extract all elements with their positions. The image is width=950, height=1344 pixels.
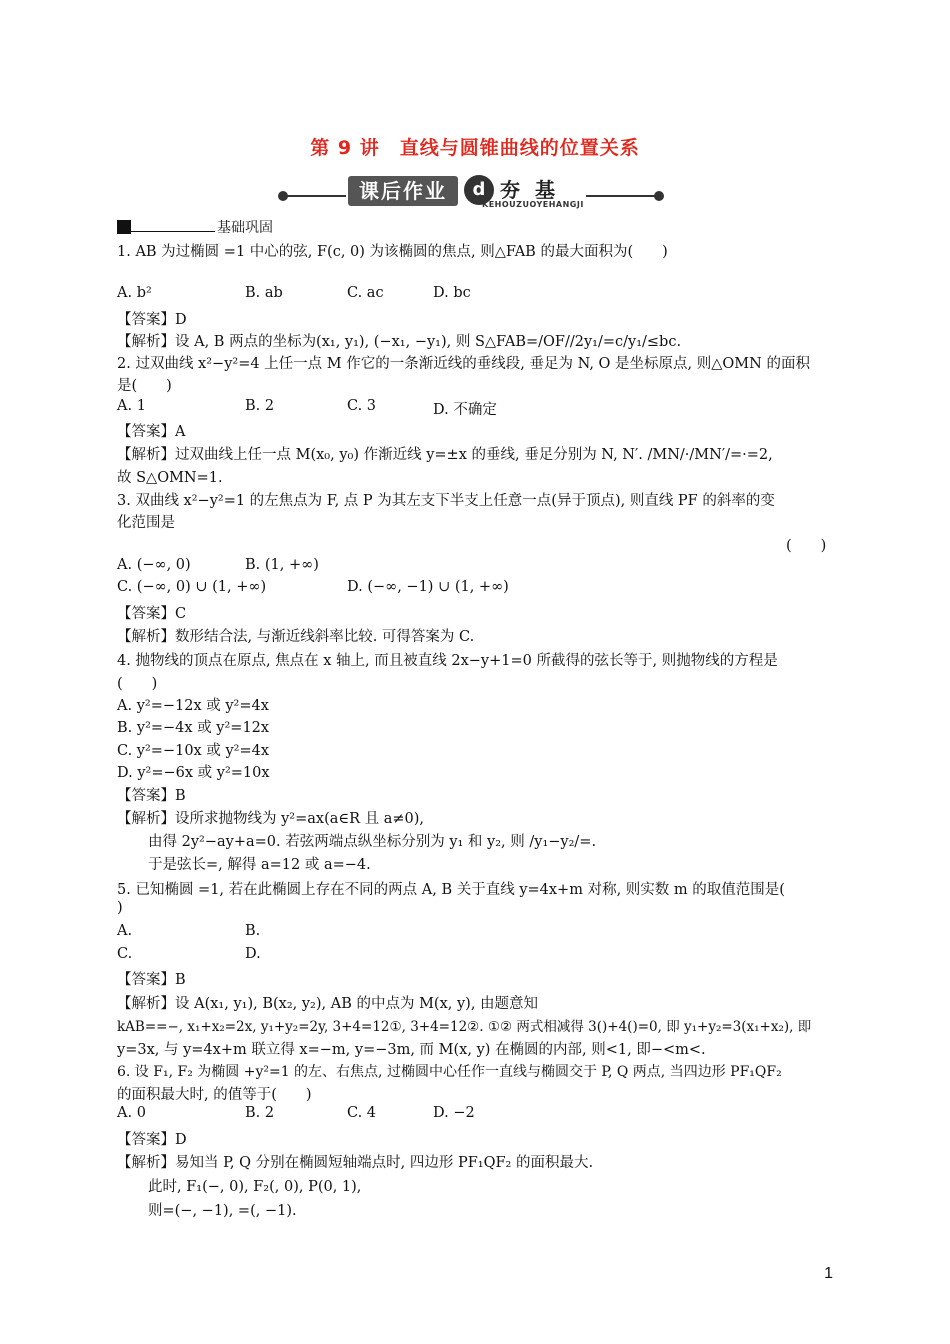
q2-text-2: 是( ) [117, 378, 172, 394]
q6-explanation: 【解析】易知当 P, Q 分别在椭圆短轴端点时, 四边形 PF₁QF₂ 的面积最大. [117, 1155, 594, 1171]
q4-answer: 【答案】B [117, 788, 186, 804]
banner-dot-left [278, 191, 288, 201]
q5-explanation-3: y=3x, 与 y=4x+m 联立得 x=−m, y=−3m, 而 M(x, y) 在椭圆的内部, 则<1, 即−<m<. [117, 1042, 706, 1058]
section-underline [131, 219, 215, 232]
q4-explanation-2: 由得 2y²−ay+a=0. 若弦两端点纵坐标分别为 y₁ 和 y₂, 则 /y₁−y₂/=. [148, 834, 597, 850]
q5-option-a: A. [117, 923, 133, 939]
page-number: 1 [824, 1265, 833, 1282]
q6-text-2: 的面积最大时, 的值等于( ) [117, 1087, 312, 1103]
q5-text-2: ) [117, 900, 123, 916]
q1-option-d: D. bc [433, 285, 471, 301]
q6-text: 6. 设 F₁, F₂ 为椭圆 +y²=1 的左、右焦点, 过椭圆中心任作一直线与椭圆交于 P, Q 两点, 当四边形 PF₁QF₂ [117, 1064, 782, 1080]
q1-option-c: C. ac [347, 285, 384, 301]
q3-paren: ( ) [786, 538, 827, 554]
q2-option-a: A. 1 [117, 398, 146, 414]
q2-option-c: C. 3 [347, 398, 377, 414]
banner-dot-right [654, 191, 664, 201]
q3-text-2: 化范围是 [117, 515, 175, 531]
q6-option-a: A. 0 [117, 1105, 146, 1121]
q1-option-b: B. ab [245, 285, 283, 301]
q5-explanation-2: kAB==−, x₁+x₂=2x, y₁+y₂=2y, 3+4=12①, 3+4=12②. ①② 两式相减得 3()+4()=0, 即 y₁+y₂=3(x₁+x₂), 即 [117, 1019, 812, 1035]
section-square-icon [117, 220, 131, 234]
q1-answer: 【答案】D [117, 312, 187, 328]
q6-option-d: D. −2 [433, 1105, 475, 1121]
q3-option-c: C. (−∞, 0) ∪ (1, +∞) [117, 579, 267, 595]
q6-option-c: C. 4 [347, 1105, 377, 1121]
q5-answer: 【答案】B [117, 972, 186, 988]
q4-option-c: C. y²=−10x 或 y²=4x [117, 743, 270, 759]
q5-explanation: 【解析】设 A(x₁, y₁), B(x₂, y₂), AB 的中点为 M(x, y), 由题意知 [117, 996, 539, 1012]
q1-option-a: A. b² [117, 285, 152, 301]
q3-option-d: D. (−∞, −1) ∪ (1, +∞) [347, 579, 509, 595]
q6-explanation-2: 此时, F₁(−, 0), F₂(, 0), P(0, 1), [148, 1179, 362, 1195]
q4-explanation: 【解析】设所求抛物线为 y²=ax(a∈R 且 a≠0), [117, 811, 425, 827]
q3-option-a: A. (−∞, 0) [117, 557, 191, 573]
q2-answer: 【答案】A [117, 424, 186, 440]
q1-explanation: 【解析】设 A, B 两点的坐标为(x₁, y₁), (−x₁, −y₁), 则 S△FAB=/OF//2y₁/=c/y₁/≤bc. [117, 334, 682, 350]
banner-sub-label: 夯 基 [500, 178, 559, 202]
q4-option-d: D. y²=−6x 或 y²=10x [117, 765, 270, 781]
banner-label: 课后作业 [348, 176, 458, 206]
q4-text-2: ( ) [117, 676, 158, 692]
section-heading [117, 217, 273, 237]
homework-banner [278, 172, 664, 216]
q3-option-b: B. (1, +∞) [245, 557, 319, 573]
q5-text: 5. 已知椭圆 =1, 若在此椭圆上存在不同的两点 A, B 关于直线 y=4x+m 对称, 则实数 m 的取值范围是( [117, 882, 785, 898]
q5-option-c: C. [117, 946, 133, 962]
section-title: 基础巩固 [217, 220, 273, 236]
q4-option-b: B. y²=−4x 或 y²=12x [117, 720, 270, 736]
q3-answer: 【答案】C [117, 606, 187, 622]
banner-logo-icon: d [464, 175, 494, 205]
q3-text: 3. 双曲线 x²−y²=1 的左焦点为 F, 点 P 为其左支下半支上任意一点(异于顶点), 则直线 PF 的斜率的变 [117, 493, 775, 509]
q2-explanation: 【解析】过双曲线上任一点 M(x₀, y₀) 作渐近线 y=±x 的垂线, 垂足分别为 N, N′. /MN/·/MN′/=·=2, [117, 447, 773, 463]
page-title: 第 9 讲 直线与圆锥曲线的位置关系 [310, 137, 640, 159]
q4-text: 4. 抛物线的顶点在原点, 焦点在 x 轴上, 而且被直线 2x−y+1=0 所截得的弦长等于, 则抛物线的方程是 [117, 653, 778, 669]
banner-pinyin: KEHOUZUOYEHANGJI [482, 200, 584, 209]
q2-explanation-2: 故 S△OMN=1. [117, 470, 223, 486]
q4-option-a: A. y²=−12x 或 y²=4x [117, 698, 269, 714]
q2-option-d: D. 不确定 [433, 402, 497, 418]
q3-explanation: 【解析】数形结合法, 与渐近线斜率比较. 可得答案为 C. [117, 629, 475, 645]
q2-option-b: B. 2 [245, 398, 275, 414]
q5-option-b: B. [245, 923, 261, 939]
q6-answer: 【答案】D [117, 1132, 187, 1148]
q6-explanation-3: 则=(−, −1), =(, −1). [148, 1203, 297, 1219]
q6-option-b: B. 2 [245, 1105, 275, 1121]
q2-text: 2. 过双曲线 x²−y²=4 上任一点 M 作它的一条渐近线的垂线段, 垂足为 N, O 是坐标原点, 则△OMN 的面积 [117, 356, 810, 372]
q4-explanation-3: 于是弦长=, 解得 a=12 或 a=−4. [148, 857, 371, 873]
q5-option-d: D. [245, 946, 261, 962]
q1-text: 1. AB 为过椭圆 =1 中心的弦, F(c, 0) 为该椭圆的焦点, 则△FAB 的最大面积为( ) [117, 244, 668, 260]
